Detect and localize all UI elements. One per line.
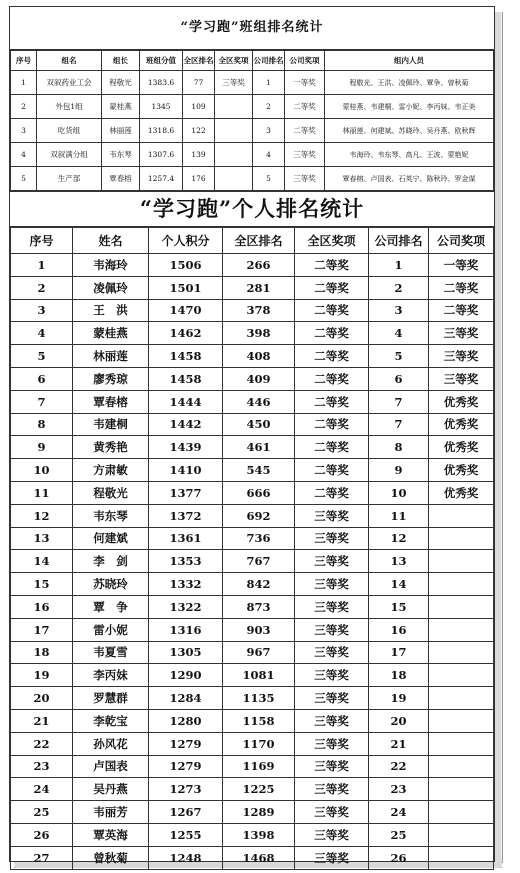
- cell-name: 韦夏雪: [73, 641, 149, 664]
- cell-company-rank: 9: [369, 459, 429, 482]
- cell-name: 李乾宝: [73, 709, 149, 732]
- table-row: [11, 345, 494, 368]
- cell-company-rank: 8: [369, 436, 429, 459]
- cell-name: 韦建桐: [73, 413, 149, 436]
- cell-score: 1377: [149, 481, 223, 504]
- cell-company-rank: 2: [369, 276, 429, 299]
- cell-score: 1255: [149, 823, 223, 846]
- cell-index: 9: [11, 436, 73, 459]
- cell-name: 王 洪: [73, 299, 149, 322]
- cell-leader: 林丽莲: [102, 119, 140, 143]
- cell-score: 1305: [149, 641, 223, 664]
- cell-region-rank: 1170: [223, 732, 295, 755]
- cell-region-rank: 446: [223, 390, 295, 413]
- cell-company-rank: 14: [369, 573, 429, 596]
- cell-region-award: 三等奖: [295, 550, 369, 573]
- cell-region-rank: 967: [223, 641, 295, 664]
- cell-name: 覃英海: [73, 823, 149, 846]
- individual_section-header-region-rank: 全区排名: [223, 228, 295, 254]
- cell-region-rank: 767: [223, 550, 295, 573]
- cell-region-rank: 176: [183, 167, 215, 191]
- team-header-row: [11, 51, 494, 71]
- cell-company-rank: 15: [369, 595, 429, 618]
- cell-score: 1506: [149, 254, 223, 277]
- table-row: [11, 322, 494, 345]
- team_section-header-team-name: 组名: [37, 51, 102, 71]
- cell-company-award: [429, 641, 494, 664]
- table-row: [11, 732, 494, 755]
- cell-region-rank: 398: [223, 322, 295, 345]
- cell-index: 4: [11, 143, 37, 167]
- cell-name: 凌佩玲: [73, 276, 149, 299]
- cell-company-rank: 5: [253, 167, 285, 191]
- individual_section-header-score: 个人积分: [149, 228, 223, 254]
- cell-region-award: 二等奖: [295, 459, 369, 482]
- cell-index: 8: [11, 413, 73, 436]
- cell-leader: 覃春榕: [102, 167, 140, 191]
- individual-header-row: [11, 228, 494, 254]
- cell-company-award: 三等奖: [285, 167, 325, 191]
- cell-region-award: [215, 119, 253, 143]
- cell-region-award: [215, 95, 253, 119]
- cell-company-rank: 2: [253, 95, 285, 119]
- cell-region-rank: 109: [183, 95, 215, 119]
- cell-team-name: 双叙满分组: [37, 143, 102, 167]
- cell-region-rank: 666: [223, 481, 295, 504]
- cell-company-award: 二等奖: [285, 119, 325, 143]
- cell-score: 1322: [149, 595, 223, 618]
- cell-score: 1444: [149, 390, 223, 413]
- cell-company-award: 优秀奖: [429, 481, 494, 504]
- cell-index: 3: [11, 119, 37, 143]
- table-row: [11, 846, 494, 869]
- cell-team-name: 生产部: [37, 167, 102, 191]
- cell-company-award: 一等奖: [285, 71, 325, 95]
- cell-score: 1267: [149, 801, 223, 824]
- cell-index: 17: [11, 618, 73, 641]
- table-row: [11, 618, 494, 641]
- cell-index: 21: [11, 709, 73, 732]
- cell-region-award: 二等奖: [295, 436, 369, 459]
- cell-members: 覃春榕、卢国表、石英宁、陈秋玲、罗金谋: [325, 167, 494, 191]
- cell-company-rank: 11: [369, 504, 429, 527]
- cell-team-score: 1318.6: [140, 119, 183, 143]
- cell-team-name: 双叙药业工会: [37, 71, 102, 95]
- cell-region-rank: 1158: [223, 709, 295, 732]
- table-row: [11, 664, 494, 687]
- cell-team-score: 1383.6: [140, 71, 183, 95]
- cell-company-award: 三等奖: [285, 143, 325, 167]
- cell-index: 26: [11, 823, 73, 846]
- cell-region-award: 三等奖: [295, 504, 369, 527]
- team_section-header-team-score: 班组分值: [140, 51, 183, 71]
- cell-index: 15: [11, 573, 73, 596]
- cell-company-rank: 1: [369, 254, 429, 277]
- cell-name: 韦海玲: [73, 254, 149, 277]
- cell-score: 1470: [149, 299, 223, 322]
- team-ranking-title: “学习跑”班组排名统计: [10, 7, 494, 50]
- cell-score: 1279: [149, 755, 223, 778]
- cell-company-award: 一等奖: [429, 254, 494, 277]
- cell-company-rank: 4: [253, 143, 285, 167]
- cell-score: 1458: [149, 345, 223, 368]
- cell-company-award: [429, 504, 494, 527]
- table-row: [11, 71, 494, 95]
- cell-region-rank: 461: [223, 436, 295, 459]
- table-row: [11, 527, 494, 550]
- table-row: [11, 823, 494, 846]
- cell-region-rank: 122: [183, 119, 215, 143]
- cell-index: 16: [11, 595, 73, 618]
- cell-company-award: [429, 595, 494, 618]
- cell-company-rank: 6: [369, 367, 429, 390]
- cell-name: 孙风花: [73, 732, 149, 755]
- cell-name: 吴丹燕: [73, 778, 149, 801]
- table-row: [11, 687, 494, 710]
- cell-region-award: 三等奖: [295, 573, 369, 596]
- cell-company-rank: 1: [253, 71, 285, 95]
- team-ranking-table: [10, 50, 494, 191]
- cell-index: 2: [11, 276, 73, 299]
- cell-region-rank: 450: [223, 413, 295, 436]
- cell-name: 李 剑: [73, 550, 149, 573]
- cell-index: 10: [11, 459, 73, 482]
- cell-score: 1316: [149, 618, 223, 641]
- table-row: [11, 390, 494, 413]
- cell-score: 1280: [149, 709, 223, 732]
- board-side-shadow: [494, 12, 503, 863]
- table-row: [11, 119, 494, 143]
- cell-company-award: [429, 846, 494, 869]
- cell-company-rank: 7: [369, 413, 429, 436]
- cell-region-rank: 842: [223, 573, 295, 596]
- table-row: [11, 481, 494, 504]
- cell-team-score: 1257.4: [140, 167, 183, 191]
- cell-index: 4: [11, 322, 73, 345]
- cell-region-award: 三等奖: [295, 755, 369, 778]
- table-row: [11, 167, 494, 191]
- cell-name: 蒙桂燕: [73, 322, 149, 345]
- individual-ranking-title: “学习跑”个人排名统计: [10, 191, 494, 227]
- cell-company-award: [429, 573, 494, 596]
- cell-index: 22: [11, 732, 73, 755]
- cell-region-rank: 1169: [223, 755, 295, 778]
- cell-region-award: 二等奖: [295, 276, 369, 299]
- cell-company-award: [429, 527, 494, 550]
- cell-company-award: 优秀奖: [429, 459, 494, 482]
- cell-members: 程敬光、王洪、凌佩玲、覃争、曾秋菊: [325, 71, 494, 95]
- cell-region-rank: 1135: [223, 687, 295, 710]
- cell-team-name: 外包1组: [37, 95, 102, 119]
- cell-region-award: 三等奖: [295, 527, 369, 550]
- cell-members: 韦海玲、韦东琴、高凡、王波、蒙艳妮: [325, 143, 494, 167]
- cell-region-rank: 266: [223, 254, 295, 277]
- cell-company-award: [429, 709, 494, 732]
- table-row: [11, 367, 494, 390]
- cell-region-rank: 378: [223, 299, 295, 322]
- cell-region-rank: 692: [223, 504, 295, 527]
- cell-region-award: 二等奖: [295, 345, 369, 368]
- cell-score: 1361: [149, 527, 223, 550]
- cell-score: 1501: [149, 276, 223, 299]
- cell-company-award: [429, 687, 494, 710]
- cell-index: 1: [11, 71, 37, 95]
- individual-ranking-table: [10, 227, 494, 870]
- cell-index: 2: [11, 95, 37, 119]
- cell-region-award: 二等奖: [295, 367, 369, 390]
- cell-name: 卢国表: [73, 755, 149, 778]
- cell-company-rank: 3: [369, 299, 429, 322]
- cell-company-rank: 21: [369, 732, 429, 755]
- cell-members: 蒙桂燕、韦建桐、雷小妮、李丙妹、韦正美: [325, 95, 494, 119]
- cell-region-award: [215, 143, 253, 167]
- cell-company-rank: 3: [253, 119, 285, 143]
- cell-name: 覃春榕: [73, 390, 149, 413]
- cell-region-rank: 139: [183, 143, 215, 167]
- table-row: [11, 413, 494, 436]
- ranking-board: [9, 6, 495, 865]
- cell-index: 13: [11, 527, 73, 550]
- cell-region-rank: 1398: [223, 823, 295, 846]
- cell-company-rank: 16: [369, 618, 429, 641]
- cell-index: 25: [11, 801, 73, 824]
- team_section-header-region-rank: 全区排名: [183, 51, 215, 71]
- cell-index: 24: [11, 778, 73, 801]
- cell-team-score: 1307.6: [140, 143, 183, 167]
- cell-region-award: 二等奖: [295, 322, 369, 345]
- cell-company-rank: 23: [369, 778, 429, 801]
- table-row: [11, 436, 494, 459]
- cell-company-rank: 7: [369, 390, 429, 413]
- cell-company-award: 优秀奖: [429, 390, 494, 413]
- cell-company-award: [429, 801, 494, 824]
- cell-index: 14: [11, 550, 73, 573]
- cell-score: 1279: [149, 732, 223, 755]
- cell-company-award: [429, 732, 494, 755]
- cell-index: 20: [11, 687, 73, 710]
- cell-score: 1410: [149, 459, 223, 482]
- cell-score: 1353: [149, 550, 223, 573]
- cell-index: 12: [11, 504, 73, 527]
- cell-region-award: 三等奖: [295, 801, 369, 824]
- cell-region-award: 三等奖: [295, 664, 369, 687]
- cell-name: 廖秀琼: [73, 367, 149, 390]
- cell-company-rank: 22: [369, 755, 429, 778]
- cell-name: 雷小妮: [73, 618, 149, 641]
- cell-region-rank: 873: [223, 595, 295, 618]
- cell-region-rank: 409: [223, 367, 295, 390]
- cell-region-rank: 736: [223, 527, 295, 550]
- cell-name: 苏晓玲: [73, 573, 149, 596]
- table-row: [11, 709, 494, 732]
- cell-name: 罗慧群: [73, 687, 149, 710]
- cell-company-award: [429, 778, 494, 801]
- cell-index: 19: [11, 664, 73, 687]
- cell-index: 5: [11, 167, 37, 191]
- cell-region-award: 二等奖: [295, 481, 369, 504]
- table-row: [11, 801, 494, 824]
- cell-region-rank: 408: [223, 345, 295, 368]
- cell-leader: 程敬光: [102, 71, 140, 95]
- cell-company-rank: 26: [369, 846, 429, 869]
- cell-company-award: 二等奖: [429, 299, 494, 322]
- cell-company-award: [429, 823, 494, 846]
- table-row: [11, 573, 494, 596]
- cell-company-rank: 20: [369, 709, 429, 732]
- table-row: [11, 95, 494, 119]
- cell-company-award: [429, 664, 494, 687]
- cell-region-rank: 545: [223, 459, 295, 482]
- cell-company-rank: 4: [369, 322, 429, 345]
- cell-region-award: 二等奖: [295, 413, 369, 436]
- cell-company-rank: 5: [369, 345, 429, 368]
- cell-name: 覃 争: [73, 595, 149, 618]
- cell-name: 韦东琴: [73, 504, 149, 527]
- cell-company-award: [429, 618, 494, 641]
- cell-company-rank: 13: [369, 550, 429, 573]
- cell-company-award: 三等奖: [429, 345, 494, 368]
- cell-index: 27: [11, 846, 73, 869]
- cell-company-award: [429, 550, 494, 573]
- cell-company-award: 三等奖: [429, 322, 494, 345]
- individual_section-header-name: 姓名: [73, 228, 149, 254]
- cell-region-award: 三等奖: [295, 846, 369, 869]
- cell-company-award: 优秀奖: [429, 436, 494, 459]
- cell-score: 1462: [149, 322, 223, 345]
- cell-score: 1332: [149, 573, 223, 596]
- cell-name: 何建斌: [73, 527, 149, 550]
- cell-region-rank: 1468: [223, 846, 295, 869]
- table-row: [11, 459, 494, 482]
- cell-leader: 韦东琴: [102, 143, 140, 167]
- cell-region-award: 二等奖: [295, 390, 369, 413]
- cell-index: 18: [11, 641, 73, 664]
- cell-region-award: 三等奖: [295, 732, 369, 755]
- team_section-header-index: 序号: [11, 51, 37, 71]
- cell-company-award: [429, 755, 494, 778]
- table-row: [11, 550, 494, 573]
- table-row: [11, 143, 494, 167]
- cell-index: 11: [11, 481, 73, 504]
- cell-region-award: 三等奖: [295, 641, 369, 664]
- cell-region-award: 三等奖: [295, 618, 369, 641]
- individual_section-header-company-rank: 公司排名: [369, 228, 429, 254]
- individual_section-header-index: 序号: [11, 228, 73, 254]
- cell-region-rank: 1081: [223, 664, 295, 687]
- cell-name: 方肃敏: [73, 459, 149, 482]
- table-row: [11, 778, 494, 801]
- cell-score: 1439: [149, 436, 223, 459]
- team_section-header-leader: 组长: [102, 51, 140, 71]
- cell-name: 林丽莲: [73, 345, 149, 368]
- table-row: [11, 641, 494, 664]
- cell-company-rank: 19: [369, 687, 429, 710]
- cell-region-award: 二等奖: [295, 254, 369, 277]
- table-row: [11, 254, 494, 277]
- cell-index: 7: [11, 390, 73, 413]
- table-row: [11, 299, 494, 322]
- table-row: [11, 755, 494, 778]
- cell-score: 1290: [149, 664, 223, 687]
- cell-region-award: [215, 167, 253, 191]
- cell-region-award: 三等奖: [295, 709, 369, 732]
- table-row: [11, 595, 494, 618]
- cell-score: 1284: [149, 687, 223, 710]
- cell-index: 23: [11, 755, 73, 778]
- cell-score: 1372: [149, 504, 223, 527]
- cell-name: 程敬光: [73, 481, 149, 504]
- cell-company-award: 二等奖: [429, 276, 494, 299]
- cell-region-award: 三等奖: [295, 778, 369, 801]
- cell-name: 韦丽芳: [73, 801, 149, 824]
- cell-company-rank: 12: [369, 527, 429, 550]
- team_section-header-company-rank: 公司排名: [253, 51, 285, 71]
- cell-company-rank: 17: [369, 641, 429, 664]
- individual_section-header-region-award: 全区奖项: [295, 228, 369, 254]
- cell-index: 1: [11, 254, 73, 277]
- team_section-header-members: 组内人员: [325, 51, 494, 71]
- cell-region-award: 三等奖: [295, 823, 369, 846]
- cell-score: 1442: [149, 413, 223, 436]
- cell-region-rank: 281: [223, 276, 295, 299]
- cell-name: 李丙妹: [73, 664, 149, 687]
- cell-company-rank: 24: [369, 801, 429, 824]
- cell-company-rank: 10: [369, 481, 429, 504]
- team_section-header-company-award: 公司奖项: [285, 51, 325, 71]
- cell-name: 黄秀艳: [73, 436, 149, 459]
- cell-region-rank: 1225: [223, 778, 295, 801]
- cell-company-rank: 18: [369, 664, 429, 687]
- cell-company-rank: 25: [369, 823, 429, 846]
- cell-leader: 蒙桂燕: [102, 95, 140, 119]
- cell-team-score: 1345: [140, 95, 183, 119]
- cell-team-name: 吃货组: [37, 119, 102, 143]
- cell-region-award: 三等奖: [295, 687, 369, 710]
- cell-index: 5: [11, 345, 73, 368]
- cell-region-award: 二等奖: [295, 299, 369, 322]
- cell-score: 1248: [149, 846, 223, 869]
- team_section-header-region-award: 全区奖项: [215, 51, 253, 71]
- table-row: [11, 276, 494, 299]
- cell-region-award: 三等奖: [295, 595, 369, 618]
- cell-name: 曾秋菊: [73, 846, 149, 869]
- cell-company-award: 三等奖: [429, 367, 494, 390]
- cell-region-rank: 77: [183, 71, 215, 95]
- table-row: [11, 504, 494, 527]
- cell-company-award: 优秀奖: [429, 413, 494, 436]
- cell-company-award: 二等奖: [285, 95, 325, 119]
- cell-members: 林丽莲、何建斌、苏晓玲、吴丹燕、欧秋辉: [325, 119, 494, 143]
- cell-index: 6: [11, 367, 73, 390]
- cell-index: 3: [11, 299, 73, 322]
- individual_section-header-company-award: 公司奖项: [429, 228, 494, 254]
- cell-region-rank: 1289: [223, 801, 295, 824]
- cell-score: 1273: [149, 778, 223, 801]
- cell-region-award: 三等奖: [215, 71, 253, 95]
- cell-region-rank: 903: [223, 618, 295, 641]
- cell-score: 1458: [149, 367, 223, 390]
